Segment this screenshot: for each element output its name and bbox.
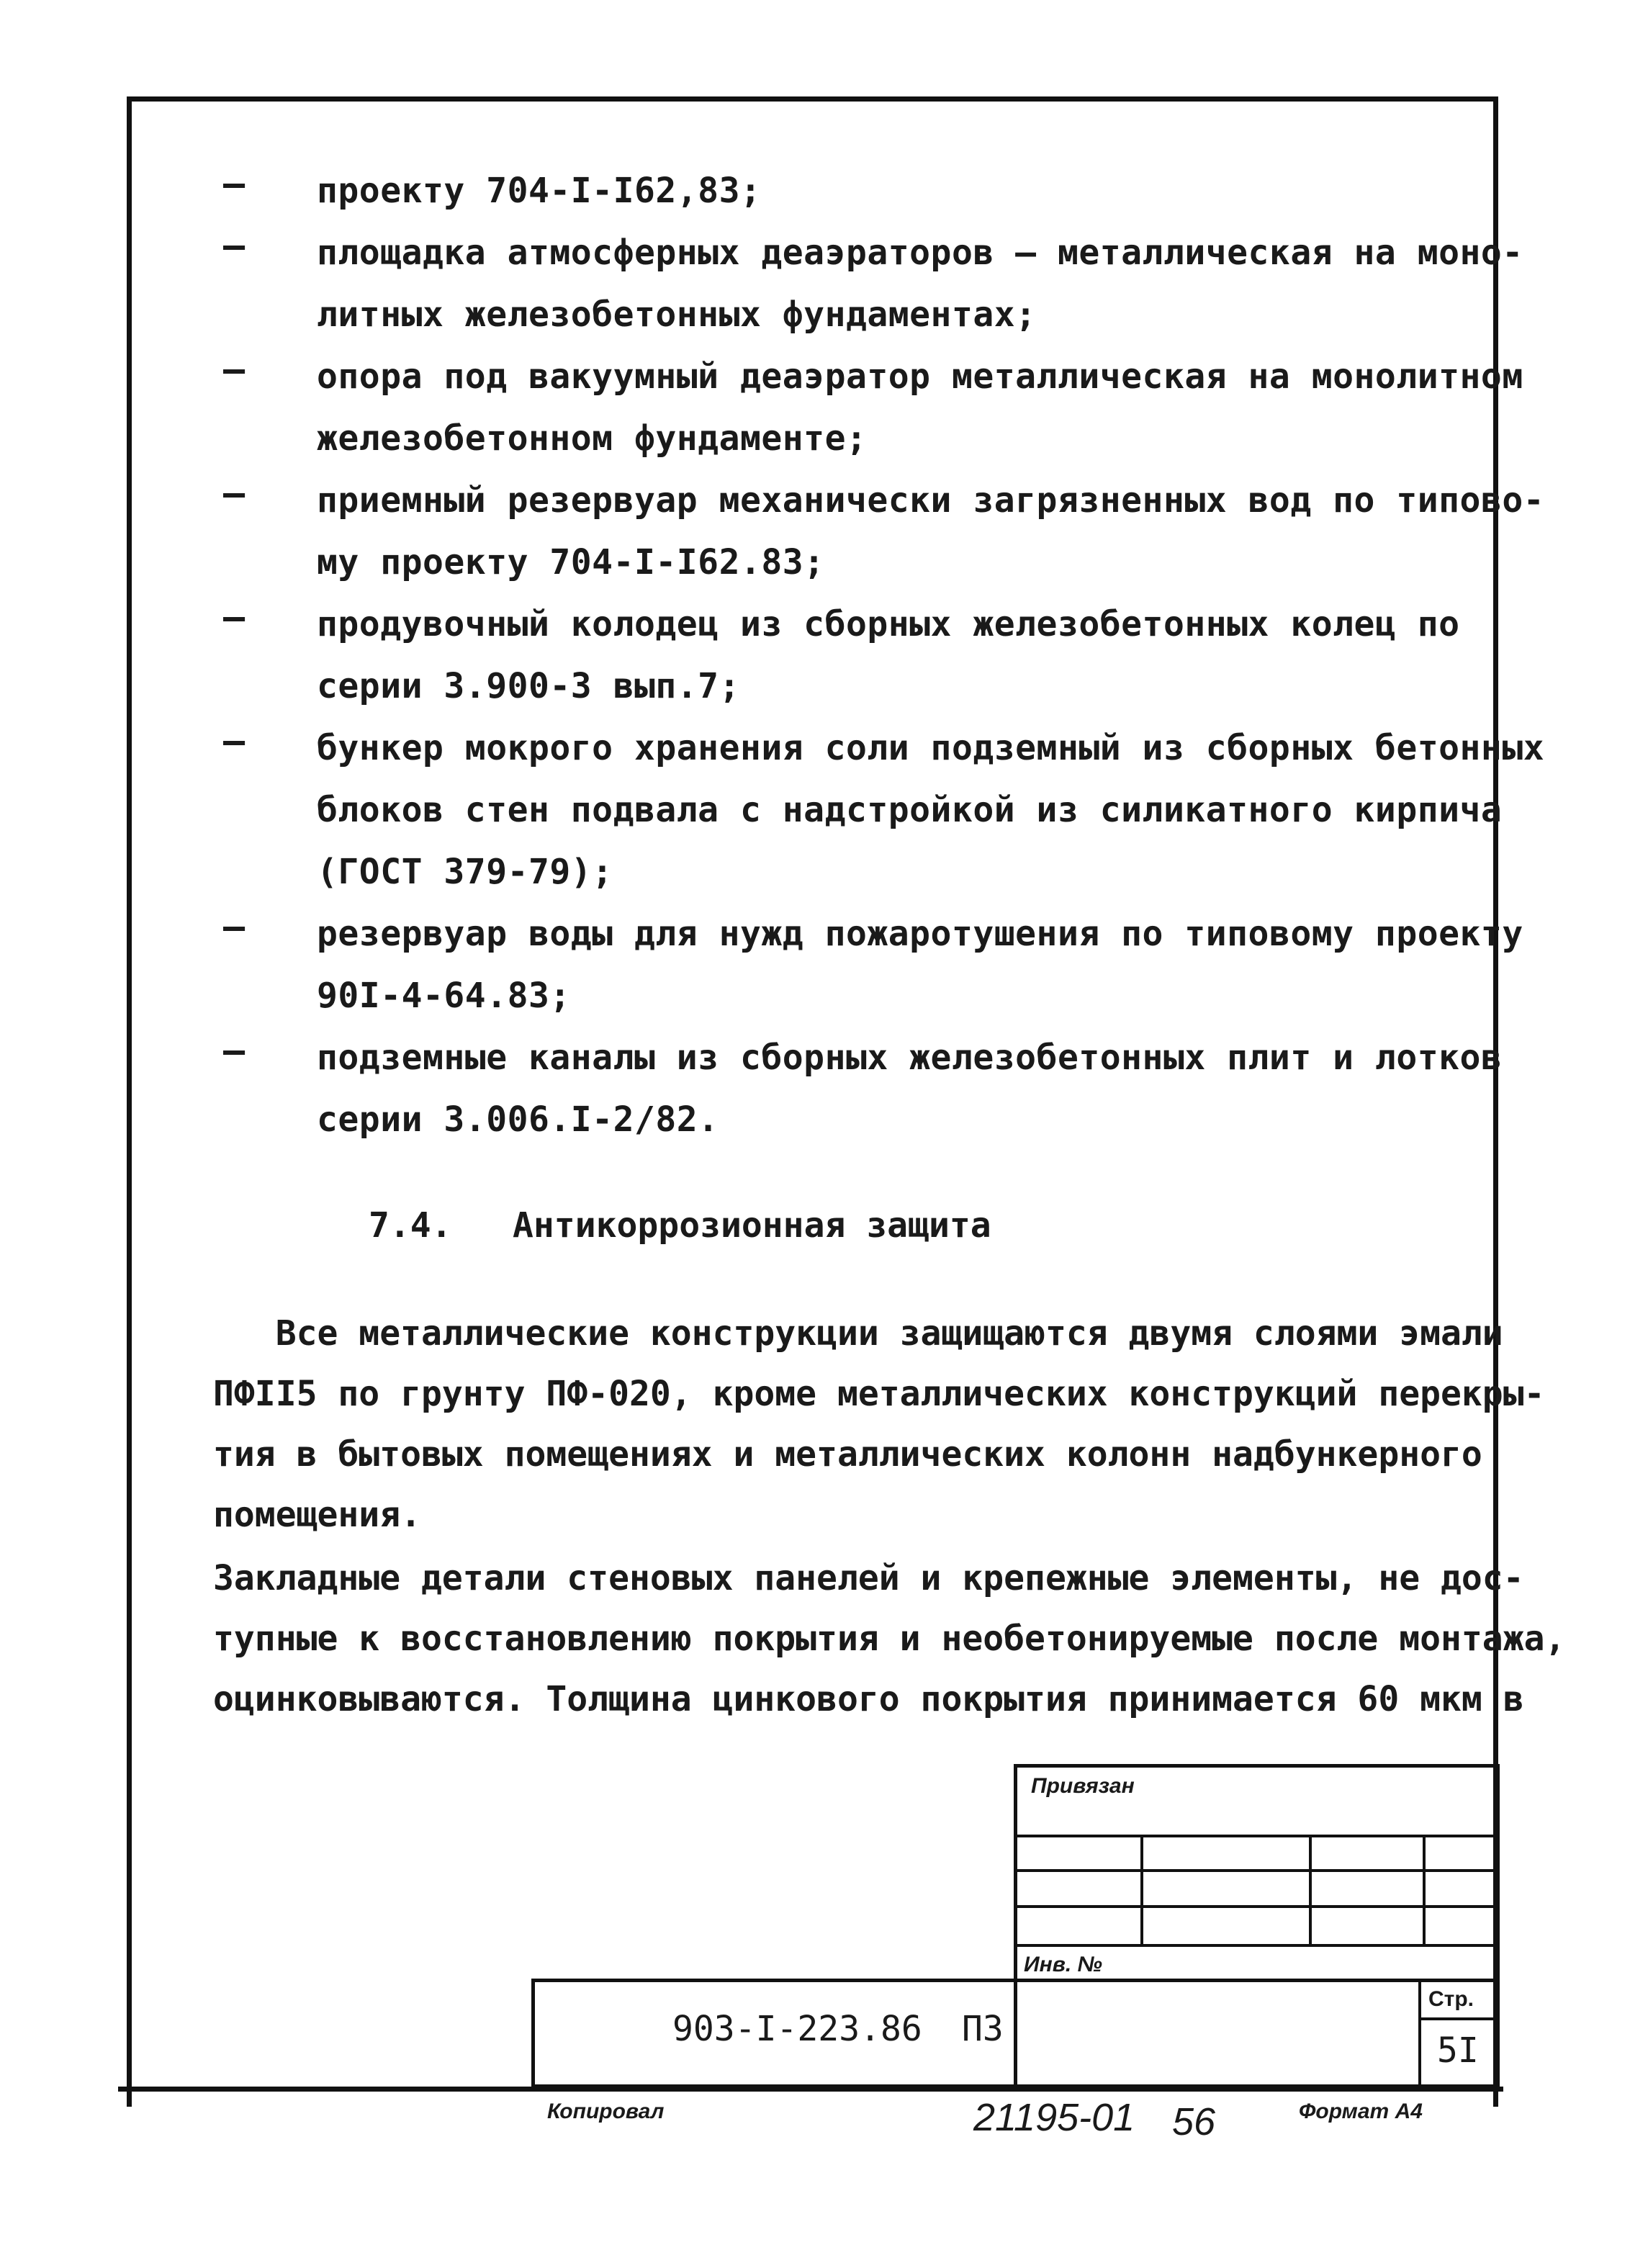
section-number: 7.4. [369, 1205, 452, 1246]
document-code: 903-I-223.86 [672, 2009, 922, 2049]
list-item-line: блоков стен подвала с надстройкой из силикатного кирпича [317, 790, 1503, 830]
list-item-line: серии 3.006.I-2/82. [317, 1099, 719, 1140]
paragraph-line: тупные к восстановлению покрытия и необетонируемые после монтажа, [213, 1619, 1566, 1659]
page-cell-divider [1418, 1979, 1421, 2088]
paragraph-line: Закладные детали стеновых панелей и крепежные элементы, не дос- [213, 1558, 1524, 1598]
paragraph-galvanizing [213, 1548, 1566, 1729]
stamp-rule [1014, 1905, 1500, 1908]
format-label: Формат А4 [1299, 2100, 1423, 2123]
list-item [216, 717, 1545, 903]
list-item-line: проекту 704-I-I62,83; [317, 171, 762, 211]
dash-marker: – [223, 225, 246, 266]
order-number: 21195-01 [973, 2096, 1135, 2139]
list-item-line: резервуар воды для нужд пожаротушения по типовому проекту [317, 914, 1523, 954]
page-cell-rule [1418, 2017, 1500, 2020]
list-item [216, 160, 1454, 222]
list-item-line: 90I-4-64.83; [317, 976, 571, 1016]
stamp-rule [1014, 1835, 1500, 1837]
paragraph-line: ПФII5 по грунту ПФ-020, кроме металлических конструкций перекры- [213, 1374, 1545, 1414]
list-item-line: литных железобетонных фундаментах; [317, 294, 1037, 335]
stamp-divider [1309, 1835, 1312, 1944]
list-item-line: опора под вакуумный деаэратор металлическая на монолитном [317, 356, 1523, 397]
list-item [216, 593, 1460, 717]
copied-label: Копировал [547, 2100, 665, 2123]
stamp-divider [1423, 1835, 1426, 1944]
paragraph-coating [213, 1303, 1545, 1545]
bullet-list [216, 160, 1545, 1151]
inv-no-label: Инв. № [1024, 1953, 1102, 1976]
paragraph-line: тия в бытовых помещениях и металлических колонн надбункерного [213, 1434, 1482, 1475]
paragraph-line: помещения. [213, 1495, 421, 1535]
dash-marker: – [223, 163, 246, 204]
list-item-line: бункер мокрого хранения соли подземный из сборных бетонных [317, 728, 1545, 768]
list-item [216, 222, 1523, 346]
page-label: Стр. [1428, 1987, 1474, 2011]
sheet-number: 56 [1172, 2100, 1216, 2143]
page-number: 5I [1437, 2030, 1479, 2071]
privyazan-label: Привязан [1031, 1774, 1135, 1798]
stamp-rule [1014, 1869, 1500, 1872]
section-title: Антикоррозионная защита [513, 1205, 991, 1246]
list-item-line: приемный резервуар механически загрязненных вод по типово- [317, 480, 1545, 521]
stamp-divider [1140, 1835, 1143, 1944]
list-item [216, 469, 1545, 593]
list-item-line: продувочный колодец из сборных железобетонных колец по [317, 604, 1460, 644]
section-heading [369, 1205, 991, 1246]
list-item-line: му проекту 704-I-I62.83; [317, 542, 825, 582]
list-item-line: (ГОСТ 379-79); [317, 852, 613, 892]
stamp-rule [1014, 1944, 1500, 1947]
list-item [216, 346, 1523, 469]
dash-marker: – [223, 472, 246, 514]
list-item-line: площадка атмосферных деаэраторов – металлическая на моно- [317, 233, 1523, 273]
paragraph-line: оцинковываются. Толщина цинкового покрытия принимается 60 мкм в [213, 1679, 1524, 1719]
dash-marker: – [223, 596, 246, 638]
dash-marker: – [223, 906, 246, 948]
list-item-line: подземные каналы из сборных железобетонных плит и лотков [317, 1038, 1503, 1078]
list-item [216, 903, 1523, 1027]
paragraph-line: Все металлические конструкции защищаются двумя слоями эмали [213, 1313, 1503, 1354]
dash-marker: – [223, 1030, 246, 1071]
dash-marker: – [223, 348, 246, 390]
dash-marker: – [223, 720, 246, 762]
document-type: ПЗ [962, 2009, 1004, 2049]
list-item-line: железобетонном фундаменте; [317, 418, 868, 459]
list-item [216, 1027, 1503, 1151]
list-item-line: серии 3.900-3 вып.7; [317, 666, 740, 706]
